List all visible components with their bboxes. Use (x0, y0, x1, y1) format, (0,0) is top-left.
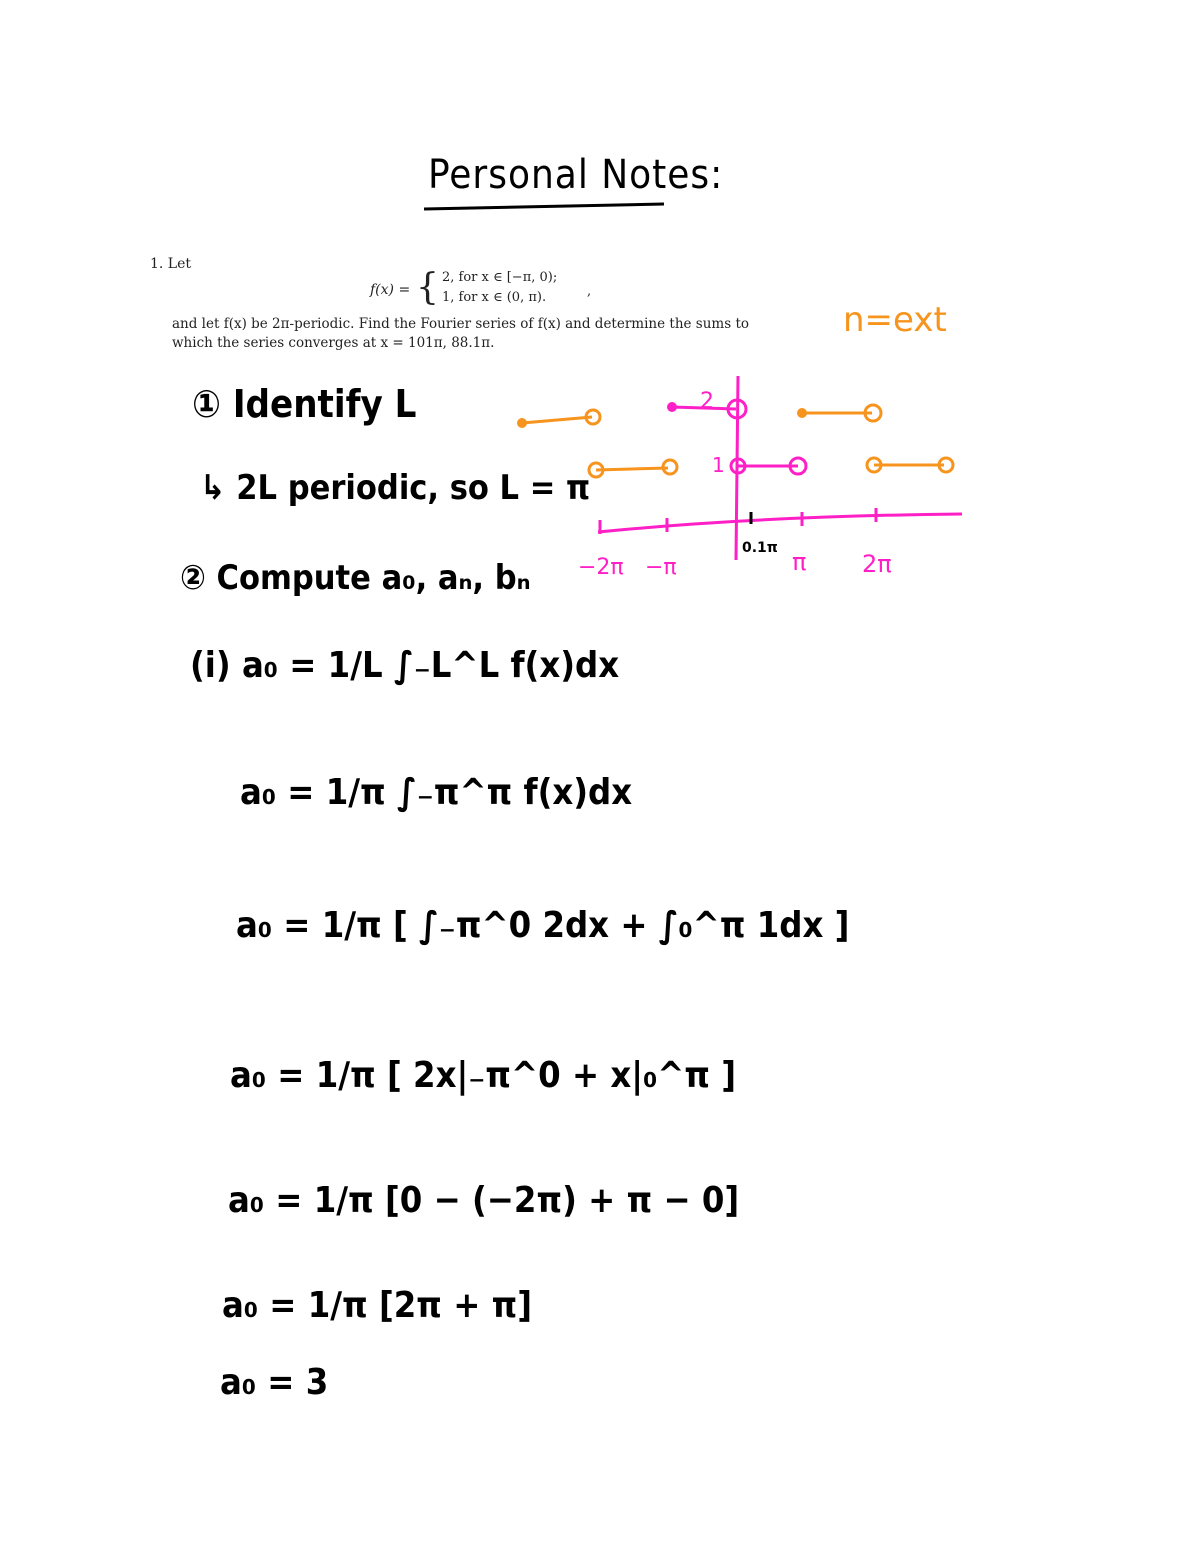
side-note: n=ext (843, 300, 947, 340)
piecewise-case-2: 1, for x ∈ (0, π). (442, 290, 547, 305)
piecewise-case-1: 2, for x ∈ [−π, 0); (442, 270, 558, 285)
step-2-heading: ② Compute a₀, aₙ, bₙ (180, 558, 531, 598)
piecewise-brace: { (416, 267, 439, 308)
ext-segment-left-bottom (596, 468, 668, 470)
tick-label-neg-2pi: −2π (578, 555, 624, 580)
tick-label-neg-pi: −π (645, 555, 677, 580)
equation-3: a₀ = 1/π [ ∫₋π^0 2dx + ∫₀^π 1dx ] (236, 905, 850, 946)
piecewise-comma: , (587, 284, 592, 299)
page-title: Personal Notes: (428, 152, 724, 198)
equation-1: (i) a₀ = 1/L ∫₋L^L f(x)dx (190, 645, 620, 686)
ext-closed-left-top (517, 418, 527, 428)
closed-point-neg-pi (667, 402, 677, 412)
label-level-1: 1 (712, 453, 725, 477)
step-1-detail: ↳ 2L periodic, so L = π (200, 468, 591, 508)
label-level-2: 2 (700, 389, 714, 414)
y-axis (736, 376, 738, 560)
x-axis (598, 514, 962, 532)
ext-closed-right-top (797, 408, 807, 418)
tick-label-0-1pi: 0.1π (742, 540, 778, 556)
tick-label-2pi: 2π (862, 550, 892, 578)
equation-2: a₀ = 1/π ∫₋π^π f(x)dx (240, 772, 633, 813)
function-label: f(x) = (370, 282, 411, 298)
problem-text-line-1: and let f(x) be 2π-periodic. Find the Fourier series of f(x) and determine the sums to (172, 316, 749, 332)
ext-segment-left-top (522, 417, 592, 423)
equation-5: a₀ = 1/π [0 − (−2π) + π − 0] (228, 1180, 740, 1221)
equation-4: a₀ = 1/π [ 2x|₋π^0 + x|₀^π ] (230, 1055, 737, 1096)
equation-6: a₀ = 1/π [2π + π] (222, 1285, 533, 1326)
step-1-heading: ① Identify L (192, 382, 417, 426)
tick-label-pi: π (792, 548, 807, 576)
problem-number: 1. Let (150, 256, 192, 272)
equation-7: a₀ = 3 (220, 1362, 329, 1403)
problem-text-line-2: which the series converges at x = 101π, 88.1π. (172, 335, 495, 351)
